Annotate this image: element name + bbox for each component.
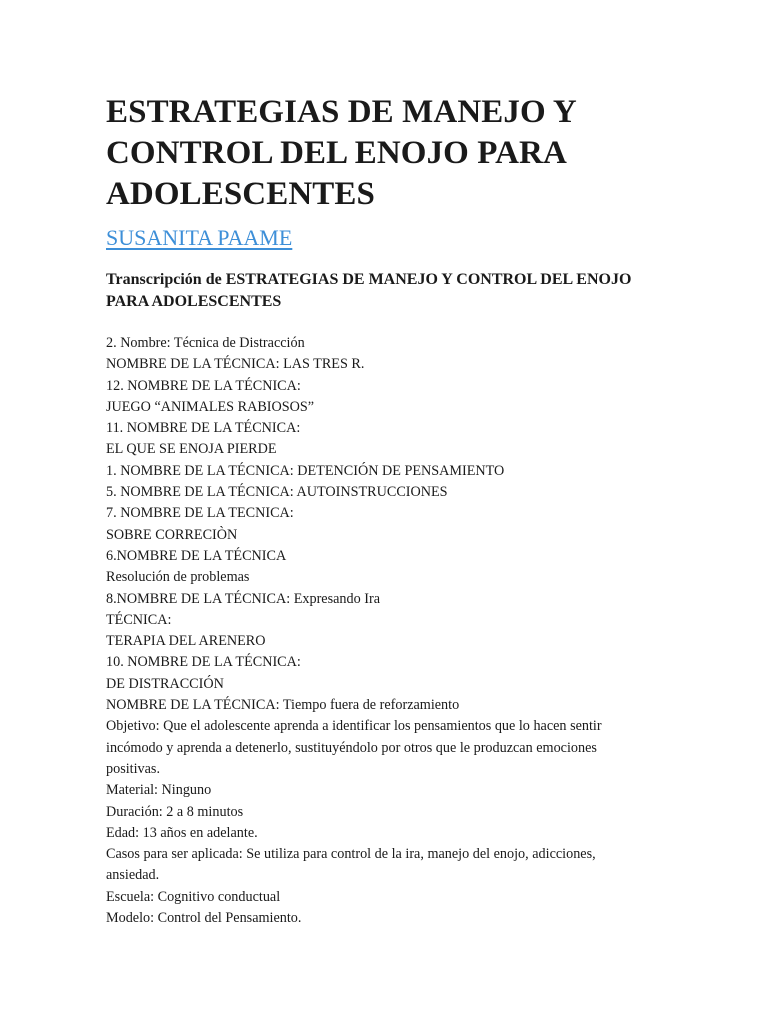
- text-line: TÉCNICA:: [106, 611, 172, 628]
- use-cases-paragraph: Casos para ser aplicada: Se utiliza para control de la ira, manejo del enojo, adicciones, ansiedad.: [106, 846, 596, 884]
- text-line: NOMBRE DE LA TÉCNICA: Tiempo fuera de reforzamiento: [106, 697, 460, 714]
- age-line: Edad: 13 años en adelante.: [106, 824, 258, 841]
- transcription-heading: Transcripción de ESTRATEGIAS DE MANEJO Y CONTROL DEL ENOJO PARA ADOLESCENTES: [106, 271, 632, 310]
- author-link[interactable]: SUSANITA PAAME: [106, 225, 293, 250]
- text-line: EL QUE SE ENOJA PIERDE: [106, 441, 277, 458]
- text-line: 6.NOMBRE DE LA TÉCNICA: [106, 547, 287, 564]
- text-line: 11. NOMBRE DE LA TÉCNICA:: [106, 420, 301, 437]
- text-line: NOMBRE DE LA TÉCNICA: LAS TRES R.: [106, 356, 365, 373]
- text-line: TERAPIA DEL ARENERO: [106, 633, 266, 650]
- text-line: 8.NOMBRE DE LA TÉCNICA: Expresando Ira: [106, 590, 380, 607]
- text-line: 10. NOMBRE DE LA TÉCNICA:: [106, 654, 301, 671]
- text-line: 1. NOMBRE DE LA TÉCNICA: DETENCIÓN DE PENSAMIENTO: [106, 462, 505, 479]
- text-line: DE DISTRACCIÓN: [106, 675, 224, 692]
- technique-list: [106, 333, 666, 929]
- text-line: 7. NOMBRE DE LA TECNICA:: [106, 505, 294, 522]
- text-line: 12. NOMBRE DE LA TÉCNICA:: [106, 377, 301, 394]
- document-page: [106, 92, 666, 929]
- text-line: Resolución de problemas: [106, 569, 250, 586]
- model-line: Modelo: Control del Pensamiento.: [106, 910, 302, 927]
- objective-paragraph: Objetivo: Que el adolescente aprenda a identificar los pensamientos que lo hacen sentir incómodo y aprenda a detenerlo, sustituyéndolo por otros que le produzcan emociones positivas.: [106, 718, 602, 777]
- duration-line: Duración: 2 a 8 minutos: [106, 803, 244, 820]
- school-line: Escuela: Cognitivo conductual: [106, 888, 281, 905]
- text-line: JUEGO “ANIMALES RABIOSOS”: [106, 398, 315, 415]
- document-title: ESTRATEGIAS DE MANEJO Y CONTROL DEL ENOJO PARA ADOLESCENTES: [106, 94, 576, 212]
- text-line: SOBRE CORRECIÒN: [106, 526, 238, 543]
- text-line: 5. NOMBRE DE LA TÉCNICA: AUTOINSTRUCCIONES: [106, 484, 448, 501]
- material-line: Material: Ninguno: [106, 782, 212, 799]
- text-line: 2. Nombre: Técnica de Distracción: [106, 335, 305, 351]
